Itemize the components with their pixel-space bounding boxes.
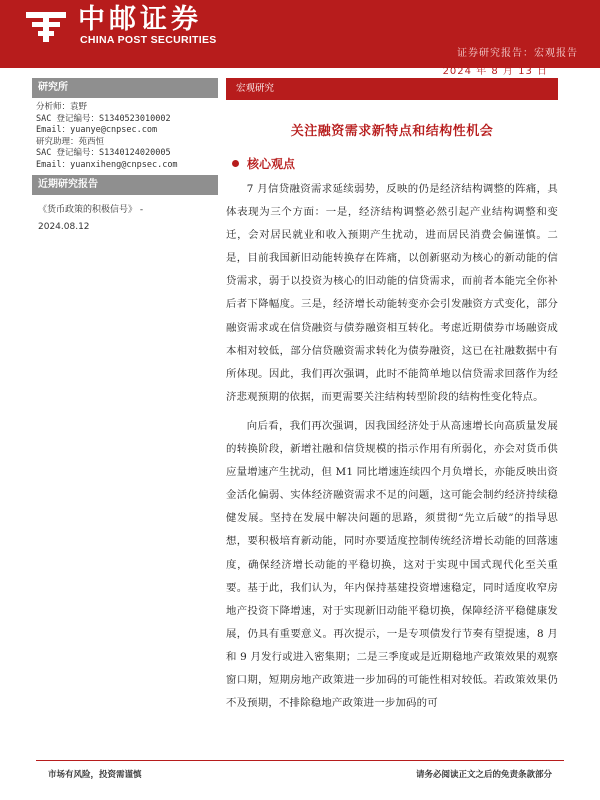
recent-reports-heading: 近期研究报告	[32, 175, 218, 195]
sidebar	[32, 78, 218, 235]
analyst-email: Email：yuanye@cnpsec.com	[36, 125, 158, 135]
document-title: 关注融资需求新特点和结构性机会	[290, 124, 494, 139]
assistant-sac-number: SAC 登记编号：S1340124020005	[36, 148, 171, 158]
risk-disclaimer: 市场有风险，投资需谨慎	[48, 770, 142, 780]
research-team-info	[32, 98, 218, 175]
main-content	[226, 78, 558, 715]
recent-report-title: 《货币政策的积极信号》 -	[38, 205, 144, 215]
disclaimer-notice: 请务必阅读正文之后的免责条款部分	[415, 770, 552, 780]
logo-chinese-name: 中邮证券	[78, 4, 202, 35]
china-post-logo-icon	[22, 8, 70, 44]
recent-report-date: 2024.08.12	[38, 222, 90, 232]
report-category-tag: 证券研究报告：宏观报告	[457, 48, 578, 59]
section-heading-text: 核心观点	[247, 157, 296, 171]
body-paragraph-2: 向后看，我们再次强调，因我国经济处于从高速增长向高质量发展的转换阶段，新增社融和信贷规模的指示作用有所弱化，亦会对货币供应量增速产生扰动，但 M1 同比增速连续四个月负增长，亦能反映出资金活化偏弱、实体经济融资需求不足的问题，这可能会制约经济持续稳健发展。坚持在发展中解决问题的思路，须贯彻“先立后破”的指导思想，要积极培育新动能，同时亦要适度控制传统经济增长动能的回落速度，确保经济增长动能的平稳切换，这对于实现中国式现代化至关重要。基于此，我们认为，年内保持基建投资增速稳定，同时适度收窄房地产投资下降增速，对于实现新旧动能平稳切换，保障经济平稳健康发展，仍具有重要意义。再次提示，一是专项债发行节奏有望提速，8 月和 9 月发行或进入密集期；二是三季度或是近期稳地产政策效果的观察窗口期，短期房地产政策进一步加码的可能性相对较低。若政策效果仍不及预期，不排除稳地产政策进一步加码的可	[226, 419, 558, 710]
research-team-heading: 研究所	[32, 78, 218, 98]
header-banner	[0, 0, 600, 68]
research-type-bar: 宏观研究	[226, 78, 558, 100]
analyst-name: 分析师：袁野	[36, 102, 88, 112]
bullet-icon	[232, 160, 239, 167]
assistant-name: 研究助理：苑西恒	[36, 136, 105, 147]
analyst-sac-number: SAC 登记编号：S1340523010002	[36, 113, 171, 124]
assistant-email: Email：yuanxiheng@cnpsec.com	[36, 159, 178, 170]
report-date: 2024 年 8 月 13 日	[442, 66, 548, 77]
logo-english-name: CHINA POST SECURITIES	[80, 34, 217, 46]
body-paragraph-1: 7 月信贷融资需求延续弱势，反映的仍是经济结构调整的阵痛，具体表现为三个方面：一是，经济结构调整必然引起产业结构调整和变迁，会对居民就业和收入预期产生扰动，进而居民消费会偏谨慎。二是，目前我国新旧动能转换存在阵痛，以创新驱动为核心的新动能的信贷需求，弱于以投资为核心的旧动能的信贷需求，而前者本能完全你补后者下降幅度。三是，经济增长动能转变亦会引发融资方式变化，部分融资需求或在信贷融资与债券融资相互转化。考虑近期债券市场融资成本相对较低，部分信贷融资需求转化为债券融资，这已在社融数据中有所体现。因此，我们再次强调，此时不能简单地以信贷需求回落作为经济悲观预期的依据，而更需要关注结构转型阶段的结构性变化特点。	[226, 183, 558, 403]
footer-divider	[36, 760, 564, 761]
section-heading	[226, 155, 558, 172]
